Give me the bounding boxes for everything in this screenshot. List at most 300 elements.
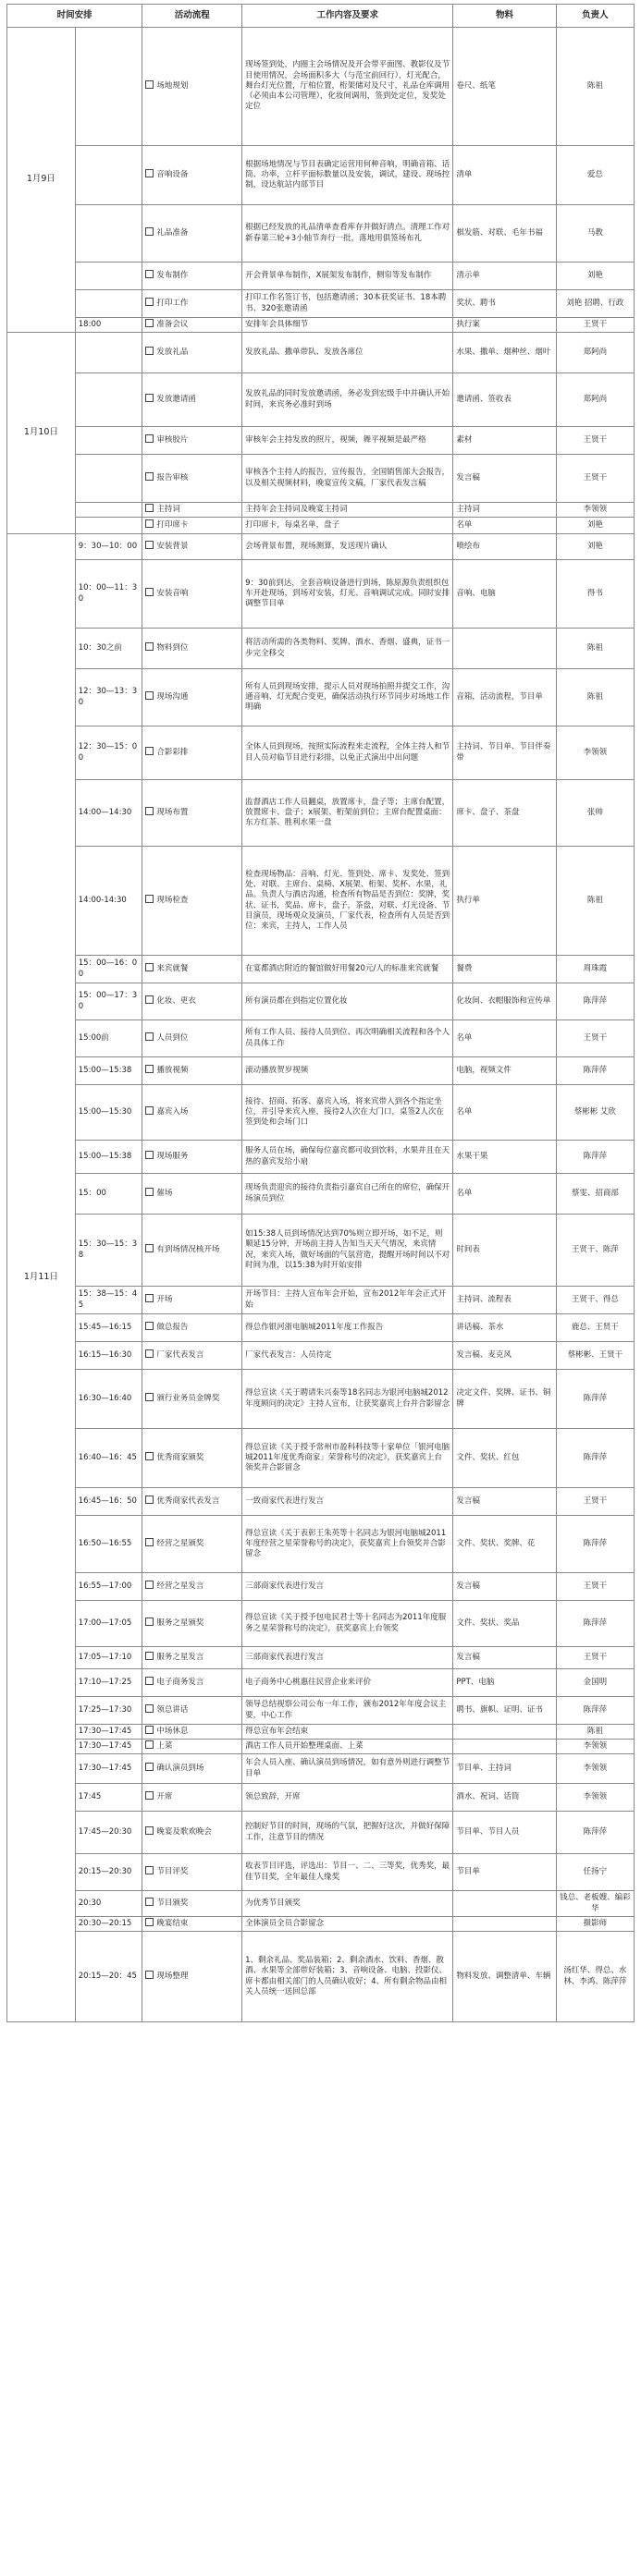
table-row: [7, 1215, 635, 1287]
requirements-cell: 得总宣读《关于聘请朱兴泰等18名同志为银河电脑城2012年度顾问的决定》主持人宣布，让获奖嘉宾上台并合影留念: [242, 1370, 453, 1429]
activity-label: 晚宴及歌欢晚会: [156, 1827, 212, 1837]
time-cell: [75, 373, 142, 427]
materials-cell: 音响、电脑: [453, 560, 556, 629]
materials-cell: 音箱，活动流程，节目单: [453, 669, 556, 726]
activity-cell: [142, 427, 242, 455]
checkbox-icon[interactable]: [145, 642, 154, 651]
activity-cell: [142, 262, 242, 290]
time-cell: 17:10—17:25: [75, 1669, 142, 1697]
materials-cell: 发言稿: [453, 1647, 556, 1669]
requirements-cell: 年会人员入座、确认演员到场情况，如有意外则进行调整节目单: [242, 1754, 453, 1784]
checkbox-icon[interactable]: [145, 319, 154, 327]
checkbox-icon[interactable]: [145, 747, 154, 755]
materials-cell: 清单: [453, 146, 556, 205]
owner-cell: 蔡彬彬 艾欣: [556, 1085, 634, 1141]
table-row: [7, 1932, 635, 2022]
table-row: [7, 28, 635, 146]
materials-cell: 节目单、主持词: [453, 1754, 556, 1784]
requirements-cell: 控制好节目的时间，现场的气氛，把握好这次，并做好保障工作，注意节目的情况: [242, 1812, 453, 1854]
owner-cell: 李领领: [556, 503, 634, 518]
table-row: [7, 780, 635, 847]
activity-label: 发放邀请函: [156, 395, 196, 405]
time-cell: 16:30—16:40: [75, 1370, 142, 1429]
activity-cell: [142, 1429, 242, 1488]
activity-label: 现场布置: [156, 808, 189, 818]
checkbox-icon[interactable]: [145, 1652, 154, 1660]
activity-label: 播放视频: [156, 1066, 189, 1076]
owner-cell: 王贤干: [556, 455, 634, 503]
activity-label: 优秀商家代表发言: [156, 1496, 220, 1507]
requirements-cell: 主持年会主持词及晚宴主持词: [242, 503, 453, 518]
activity-cell: [142, 333, 242, 373]
requirements-cell: 将活动所需的各类物料、奖牌、酒水、香烟、盛典，证书一步完全移交: [242, 629, 453, 669]
time-cell: 16:55—17:00: [75, 1573, 142, 1601]
owner-cell: 陈萍萍: [556, 1370, 634, 1429]
activity-cell: [142, 956, 242, 983]
activity-cell: [142, 1573, 242, 1601]
owner-cell: 陈祖: [556, 669, 634, 726]
checkbox-icon[interactable]: [145, 1971, 154, 1979]
time-cell: [75, 333, 142, 373]
table-row: [7, 205, 635, 262]
table-row: [7, 956, 635, 983]
schedule-table: [6, 4, 635, 2022]
activity-label: 开场: [156, 1295, 173, 1305]
requirements-cell: 现场负责迎宾的接待负责指引嘉宾自己所在的席位，确保开场演员到位: [242, 1174, 453, 1215]
activity-label: 合影彩排: [156, 748, 189, 758]
activity-cell: [142, 1314, 242, 1342]
materials-cell: 酒水、祝词、话筒: [453, 1784, 556, 1812]
checkbox-icon[interactable]: [145, 541, 154, 549]
activity-cell: [142, 146, 242, 205]
owner-cell: 王贤干: [556, 427, 634, 455]
time-cell: [75, 28, 142, 146]
activity-cell: [142, 847, 242, 956]
time-cell: 17:30—17:45: [75, 1725, 142, 1740]
requirements-cell: 厂家代表发言：人员待定: [242, 1342, 453, 1370]
activity-label: 颁行业务员金牌奖: [156, 1394, 220, 1404]
table-row: [7, 1342, 635, 1370]
requirements-cell: 检查现场物品：音响、灯光、签到处、席卡、发奖处、签到处、对联、主席台、桌椅、X展架、桁架、奖杯、水果，礼品。负责人与酒店沟通，检查所有物品是否到位：奖牌，奖状、证书，奖品、席卡，盘子，茶盘，对联、灯光设备、节目演员，现场观众及演员，厂家代表，检查所有人员是否到位：来宾，主持人，工作人员: [242, 847, 453, 956]
activity-cell: [142, 1647, 242, 1669]
activity-label: 准备会议: [156, 320, 189, 330]
activity-label: 主持词: [156, 505, 180, 515]
requirements-cell: 开会背景单布制作，X展架发布制作，侧帘等发布制作: [242, 262, 453, 290]
materials-cell: 发言稿、麦克风: [453, 1342, 556, 1370]
activity-cell: [142, 560, 242, 629]
owner-cell: 陈萍萍: [556, 1141, 634, 1174]
materials-cell: [453, 629, 556, 669]
checkbox-icon[interactable]: [145, 1618, 154, 1626]
owner-cell: 周珠霞: [556, 956, 634, 983]
activity-label: 服务之星发言: [156, 1653, 204, 1663]
activity-label: 现场整理: [156, 1972, 189, 1982]
table-row: [7, 1020, 635, 1057]
requirements-cell: 所有演员都在到指定位置化妆: [242, 983, 453, 1020]
table-row: [7, 318, 635, 333]
checkbox-icon[interactable]: [145, 472, 154, 481]
owner-cell: 得书: [556, 560, 634, 629]
activity-cell: [142, 1669, 242, 1697]
table-row: [7, 373, 635, 427]
checkbox-icon[interactable]: [145, 1322, 154, 1330]
materials-cell: 发言稿: [453, 455, 556, 503]
table-row: [7, 1141, 635, 1174]
activity-cell: [142, 1932, 242, 2022]
materials-cell: 发言稿: [453, 1573, 556, 1601]
checkbox-icon[interactable]: [145, 1791, 154, 1800]
activity-label: 中场休息: [156, 1727, 189, 1737]
activity-label: 现场服务: [156, 1152, 189, 1162]
owner-cell: 王贤干: [556, 1488, 634, 1516]
table-row: [7, 333, 635, 373]
activity-cell: [142, 1601, 242, 1647]
checkbox-icon[interactable]: [145, 1393, 154, 1401]
activity-cell: [142, 373, 242, 427]
requirements-cell: 三部商家代表进行发言: [242, 1573, 453, 1601]
checkbox-icon[interactable]: [145, 963, 154, 971]
table-row: [7, 1601, 635, 1647]
activity-cell: [142, 1917, 242, 1932]
time-cell: [75, 518, 142, 534]
requirements-cell: 开场节目：主持人宣布年会开始，宣布2012年年会正式开始: [242, 1287, 453, 1314]
requirements-cell: 审核年会主持发放的照片，视频，舞平视频是最严格: [242, 427, 453, 455]
activity-label: 晚宴结束: [156, 1919, 189, 1929]
table-row: [7, 1917, 635, 1932]
checkbox-icon[interactable]: [145, 347, 154, 355]
requirements-cell: 收表节目评选，评选出：节目一、二、三等奖，优秀奖，最佳节目奖，全年最佳人缘奖: [242, 1854, 453, 1891]
activity-cell: [142, 1697, 242, 1725]
table-row: [7, 1573, 635, 1601]
materials-cell: [453, 1740, 556, 1754]
table-row: [7, 1891, 635, 1917]
activity-label: 做总报告: [156, 1323, 189, 1333]
time-cell: 15：38—15：45: [75, 1287, 142, 1314]
activity-label: 场地规划: [156, 81, 189, 92]
table-row: [7, 290, 635, 318]
day-date-cell: 1月9日: [7, 28, 76, 333]
activity-cell: [142, 28, 242, 146]
checkbox-icon[interactable]: [145, 1677, 154, 1685]
time-cell: 15:45—16:15: [75, 1314, 142, 1342]
activity-cell: [142, 1812, 242, 1854]
activity-cell: [142, 1740, 242, 1754]
activity-cell: [142, 1215, 242, 1287]
owner-cell: 金国明: [556, 1669, 634, 1697]
requirements-cell: 审核各个主持人的报告，宣传报告，全国销售部大会报告，以及相关视频材料，晚宴宣传文稿，厂家代表发言稿: [242, 455, 453, 503]
activity-label: 电子商务发言: [156, 1678, 204, 1688]
time-cell: 9：30—10：00: [75, 534, 142, 560]
table-row: [7, 669, 635, 726]
requirements-cell: 滚动播放贺岁视频: [242, 1057, 453, 1085]
activity-cell: [142, 1020, 242, 1057]
owner-cell: 陈萍萍: [556, 1429, 634, 1488]
owner-cell: 陈萍萍: [556, 1057, 634, 1085]
header-activity: 活动流程: [142, 5, 242, 28]
activity-label: 嘉宾入场: [156, 1107, 189, 1117]
activity-label: 人员到位: [156, 1033, 189, 1044]
activity-cell: [142, 1057, 242, 1085]
requirements-cell: 三部商家代表进行发言: [242, 1647, 453, 1669]
table-row: [7, 1174, 635, 1215]
materials-cell: 发言稿: [453, 1488, 556, 1516]
materials-cell: 决定文件、奖牌、证书、铜牌: [453, 1370, 556, 1429]
table-row: [7, 1488, 635, 1516]
materials-cell: 电脑，视频文件: [453, 1057, 556, 1085]
checkbox-icon[interactable]: [145, 1349, 154, 1358]
table-row: [7, 726, 635, 780]
owner-cell: 刘艳: [556, 518, 634, 534]
materials-cell: 棋发筋、对联、毛年书福: [453, 205, 556, 262]
owner-cell: 陈祖: [556, 847, 634, 956]
header-owner: 负责人: [556, 5, 634, 28]
materials-cell: [453, 1891, 556, 1917]
owner-cell: 李领领: [556, 1754, 634, 1784]
activity-label: 催场: [156, 1189, 173, 1199]
time-cell: 17:30—17:45: [75, 1754, 142, 1784]
activity-cell: [142, 455, 242, 503]
owner-cell: 李领领: [556, 1784, 634, 1812]
time-cell: 15：30—15：38: [75, 1215, 142, 1287]
checkbox-icon[interactable]: [145, 691, 154, 700]
checkbox-icon[interactable]: [145, 1065, 154, 1073]
activity-cell: [142, 290, 242, 318]
table-row: [7, 1725, 635, 1740]
owner-cell: 王贤干: [556, 1647, 634, 1669]
checkbox-icon[interactable]: [145, 394, 154, 402]
requirements-cell: 所有人员到现场安排，提示人员对现场拍照并提交工作，沟通音响、灯光配合变更，确保活动执行环节同步对场地工作明确: [242, 669, 453, 726]
checkbox-icon[interactable]: [145, 169, 154, 177]
materials-cell: 喷绘布: [453, 534, 556, 560]
checkbox-icon[interactable]: [145, 227, 154, 236]
materials-cell: 奖状、聘书: [453, 290, 556, 318]
requirements-cell: 得总宣布年会结束: [242, 1725, 453, 1740]
owner-cell: 刘艳 招聘、行政: [556, 290, 634, 318]
owner-cell: 马教: [556, 205, 634, 262]
activity-cell: [142, 318, 242, 333]
time-cell: 17:05—17:10: [75, 1647, 142, 1669]
checkbox-icon[interactable]: [145, 807, 154, 815]
checkbox-icon[interactable]: [145, 588, 154, 596]
table-row: [7, 1647, 635, 1669]
table-row: [7, 146, 635, 205]
owner-cell: 郑阿尚: [556, 373, 634, 427]
materials-cell: 文件、奖状、奖品: [453, 1601, 556, 1647]
materials-cell: [453, 1917, 556, 1932]
checkbox-icon[interactable]: [145, 1188, 154, 1196]
checkbox-icon[interactable]: [145, 1151, 154, 1159]
requirements-cell: 接待、招商、拓客、嘉宾入场，将来宾带入到各个指定坐位，并引导来宾入座，接待2人次在大门口，桌签2人次在签到处和会场门口: [242, 1085, 453, 1141]
materials-cell: 聘书、旗帜、证明、证书: [453, 1697, 556, 1725]
activity-label: 开席: [156, 1792, 173, 1802]
materials-cell: 化妆间、衣帽服饰和宣传单: [453, 983, 556, 1020]
time-cell: 17:45—20:30: [75, 1812, 142, 1854]
owner-cell: 任扬宁: [556, 1854, 634, 1891]
checkbox-icon[interactable]: [145, 1826, 154, 1835]
activity-cell: [142, 1516, 242, 1573]
checkbox-icon[interactable]: [145, 1763, 154, 1771]
checkbox-icon[interactable]: [145, 995, 154, 1004]
activity-cell: [142, 1342, 242, 1370]
table-row: [7, 560, 635, 629]
activity-label: 节目颁奖: [156, 1898, 189, 1909]
time-cell: [75, 503, 142, 518]
materials-cell: 执行单: [453, 847, 556, 956]
activity-cell: [142, 1370, 242, 1429]
time-cell: 17:00—17:05: [75, 1601, 142, 1647]
activity-cell: [142, 1085, 242, 1141]
time-cell: 17:30—17:45: [75, 1740, 142, 1754]
activity-cell: [142, 1725, 242, 1740]
checkbox-icon[interactable]: [145, 1294, 154, 1302]
requirements-cell: 发放礼品的同时发放邀请函，务必发到宏级手中并确认开始时间，来宾务必准时到场: [242, 373, 453, 427]
activity-label: 经营之星颁奖: [156, 1539, 204, 1549]
activity-cell: [142, 983, 242, 1020]
activity-cell: [142, 1754, 242, 1784]
checkbox-icon[interactable]: [145, 270, 154, 278]
table-row: [7, 427, 635, 455]
materials-cell: 邀请函、签收表: [453, 373, 556, 427]
checkbox-icon[interactable]: [145, 1106, 154, 1115]
owner-cell: 王贤干: [556, 1573, 634, 1601]
materials-cell: 文件、奖状、奖牌、花: [453, 1516, 556, 1573]
requirements-cell: 电子商务中心桃惠往民营企业来评价: [242, 1669, 453, 1697]
table-row: [7, 1740, 635, 1754]
time-cell: 12：30—15：00: [75, 726, 142, 780]
activity-cell: [142, 1141, 242, 1174]
materials-cell: PPT、电脑: [453, 1669, 556, 1697]
time-cell: 17:25—17:30: [75, 1697, 142, 1725]
materials-cell: 执行案: [453, 318, 556, 333]
owner-cell: 陈萍萍: [556, 1812, 634, 1854]
checkbox-icon[interactable]: [145, 1918, 154, 1926]
checkbox-icon[interactable]: [145, 1866, 154, 1874]
time-cell: 12：30—13：30: [75, 669, 142, 726]
header-row: [7, 5, 635, 28]
activity-cell: [142, 534, 242, 560]
activity-label: 发布制作: [156, 271, 189, 281]
day-date-cell: 1月11日: [7, 534, 76, 2022]
requirements-cell: 根据场地情况与节目表确定运营用何种音响，明确音箱、话筒、功率，立杆平面标数量以及安装，调试，建设、现场控制，设达航站内部节目: [242, 146, 453, 205]
owner-cell: 陈祖: [556, 629, 634, 669]
requirements-cell: 根据已经发放的礼品清单查看库存并做好清点。清理工作对新春第三轮+3小轴节奔行一批，落地用俱签场布礼: [242, 205, 453, 262]
owner-cell: 钱总、老板嫂、编彩华: [556, 1891, 634, 1917]
materials-cell: 水果、撒单、烟种丝、烟叶: [453, 333, 556, 373]
table-row: [7, 1057, 635, 1085]
header-time: 时间安排: [7, 5, 142, 28]
time-cell: 15：00: [75, 1174, 142, 1215]
checkbox-icon[interactable]: [145, 1452, 154, 1460]
checkbox-icon[interactable]: [145, 80, 154, 89]
materials-cell: 清示单: [453, 262, 556, 290]
time-cell: [75, 427, 142, 455]
activity-label: 领总讲话: [156, 1705, 189, 1715]
table-row: [7, 847, 635, 956]
activity-cell: [142, 503, 242, 518]
materials-cell: 主持词、节目单、节目伴奏带: [453, 726, 556, 780]
time-cell: [75, 262, 142, 290]
checkbox-icon[interactable]: [145, 1898, 154, 1906]
owner-cell: 鹿总、王贤干: [556, 1314, 634, 1342]
time-cell: 16:50—16:55: [75, 1516, 142, 1573]
owner-cell: 蔡彬彬、王贤干: [556, 1342, 634, 1370]
activity-label: 发放礼品: [156, 348, 189, 358]
checkbox-icon[interactable]: [145, 1032, 154, 1041]
checkbox-icon[interactable]: [145, 1581, 154, 1589]
materials-cell: [453, 1725, 556, 1740]
activity-label: 审核胶片: [156, 435, 189, 446]
activity-cell: [142, 629, 242, 669]
table-row: [7, 1429, 635, 1488]
materials-cell: 节目单、节目人员: [453, 1812, 556, 1854]
time-cell: 10：00—11：30: [75, 560, 142, 629]
checkbox-icon[interactable]: [145, 519, 154, 528]
time-cell: 20:30—20:15: [75, 1917, 142, 1932]
requirements-cell: 全体演员全员合影留念: [242, 1917, 453, 1932]
checkbox-icon[interactable]: [145, 1496, 154, 1504]
owner-cell: 郑阿尚: [556, 333, 634, 373]
activity-label: 有到场情况核开场: [156, 1245, 220, 1255]
table-row: [7, 1370, 635, 1429]
activity-label: 厂家代表发言: [156, 1350, 204, 1361]
materials-cell: 名单: [453, 1174, 556, 1215]
materials-cell: 素材: [453, 427, 556, 455]
materials-cell: 席卡、盘子、茶盘: [453, 780, 556, 847]
activity-label: 确认演员到场: [156, 1764, 204, 1774]
time-cell: 14:00—14:30: [75, 780, 142, 847]
time-cell: 10：30之前: [75, 629, 142, 669]
activity-label: 来宾就餐: [156, 964, 189, 974]
time-cell: 15:00前: [75, 1020, 142, 1057]
owner-cell: 王贤干、陈萍: [556, 1215, 634, 1287]
materials-cell: 文件、奖状、红包: [453, 1429, 556, 1488]
requirements-cell: 得总宣读《关于授予常州市盈科科技等十家单位「银河电脑城2011年度优秀商家」荣誉称号的决定》，获奖嘉宾上台领奖并合影留念: [242, 1429, 453, 1488]
checkbox-icon[interactable]: [145, 895, 154, 903]
activity-cell: [142, 1854, 242, 1891]
checkbox-icon[interactable]: [145, 434, 154, 443]
checkbox-icon[interactable]: [145, 1704, 154, 1713]
time-cell: 20:15—20：45: [75, 1932, 142, 2022]
activity-label: 物料到位: [156, 643, 189, 653]
materials-cell: 名单: [453, 1085, 556, 1141]
table-row: [7, 1697, 635, 1725]
checkbox-icon[interactable]: [145, 1244, 154, 1252]
owner-cell: 陈祖: [556, 28, 634, 146]
checkbox-icon[interactable]: [145, 504, 154, 512]
table-row: [7, 1854, 635, 1891]
activity-label: 礼品准备: [156, 228, 189, 238]
requirements-cell: 会场背景布置，现场测算，发送现片确认: [242, 534, 453, 560]
materials-cell: 名单: [453, 1020, 556, 1057]
owner-cell: 刘艳: [556, 262, 634, 290]
activity-cell: [142, 726, 242, 780]
time-cell: 15：00—17：30: [75, 983, 142, 1020]
table-row: [7, 1314, 635, 1342]
owner-cell: 陈萍萍: [556, 1697, 634, 1725]
owner-cell: 爱总: [556, 146, 634, 205]
checkbox-icon[interactable]: [145, 298, 154, 306]
owner-cell: 蔡雯、招商部: [556, 1174, 634, 1215]
time-cell: 16:40—16：45: [75, 1429, 142, 1488]
checkbox-icon[interactable]: [145, 1538, 154, 1546]
header-materials: 物料: [453, 5, 556, 28]
requirements-cell: 一致商家代表进行发言: [242, 1488, 453, 1516]
checkbox-icon[interactable]: [145, 1740, 154, 1749]
owner-cell: 张帅: [556, 780, 634, 847]
header-requirements: 工作内容及要求: [242, 5, 453, 28]
checkbox-icon[interactable]: [145, 1726, 154, 1734]
table-row: [7, 1516, 635, 1573]
